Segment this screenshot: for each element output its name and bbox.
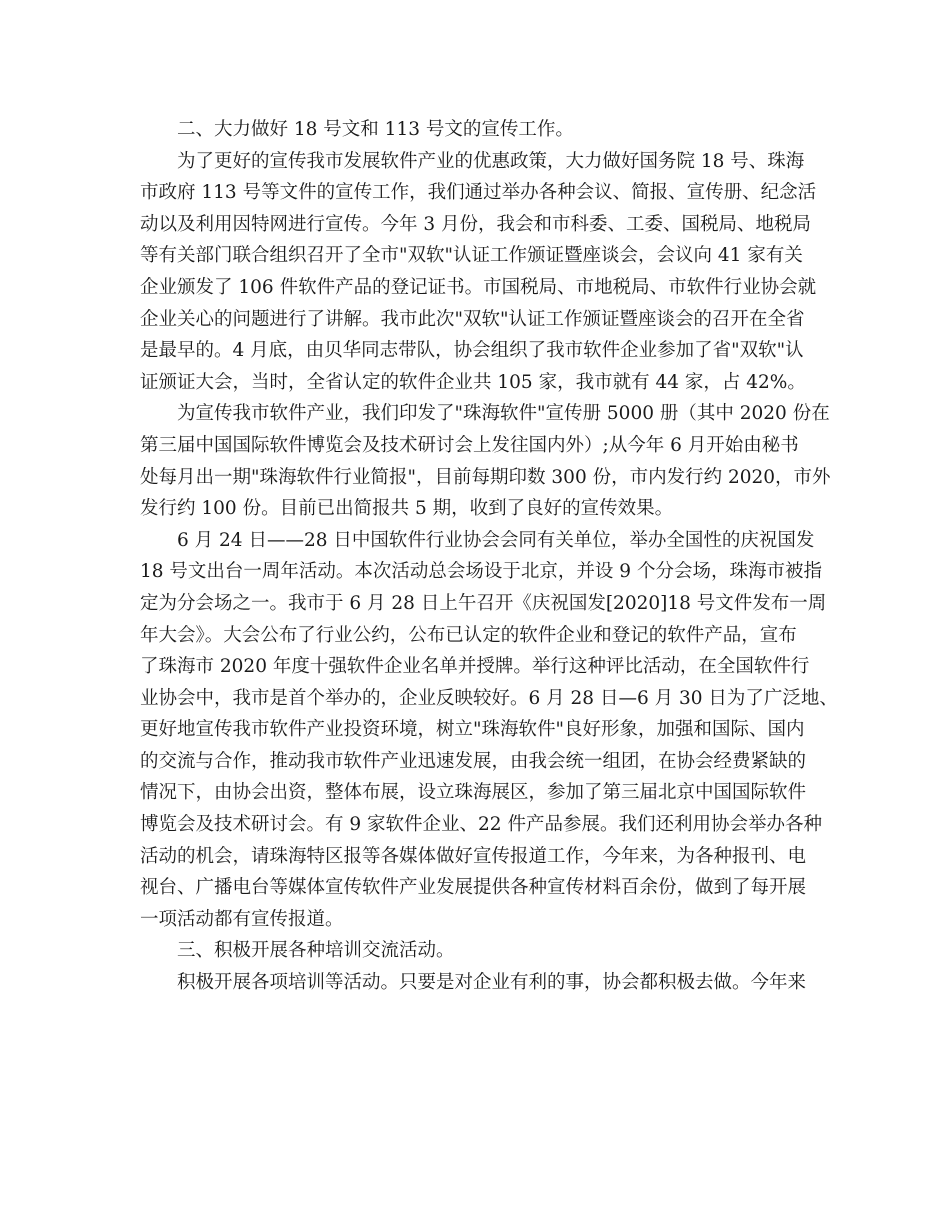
text-line: 更好地宣传我市软件产业投资环境，树立"珠海软件"良好形象，加强和国际、国内: [140, 719, 805, 741]
document-body: [140, 114, 838, 999]
text-line: 一项活动都有宣传报道。: [140, 908, 344, 930]
text-line: 动以及利用因特网进行宣传。今年 3 月份，我会和市科委、工委、国税局、地税局: [140, 213, 812, 235]
text-line: 6 月 24 日——28 日中国软件行业协会会同有关单位，举办全国性的庆祝国发: [177, 529, 815, 551]
text-line: 为了更好的宣传我市发展软件产业的优惠政策，大力做好国务院 18 号、珠海: [177, 150, 805, 172]
text-line: 年大会》。大会公布了行业公约，公布已认定的软件企业和登记的软件产品，宣布: [140, 624, 797, 646]
text-line: 为宣传我市软件产业，我们印发了"珠海软件"宣传册 5000 册（其中 2020 份在: [177, 403, 830, 425]
text-line: 博览会及技术研讨会。有 9 家软件企业、22 件产品参展。我们还利用协会举办各种: [140, 814, 822, 836]
paragraph: [140, 398, 831, 524]
text-line: 业协会中，我市是首个举办的，企业反映较好。6 月 28 日—6 月 30 日为了广泛地、: [140, 687, 838, 709]
text-line: 视台、广播电台等媒体宣传软件产业发展提供各种宣传材料百余份，做到了每开展: [140, 877, 807, 899]
text-line: 证颁证大会，当时，全省认定的软件企业共 105 家，我市就有 44 家，占 42%。: [140, 371, 806, 393]
text-line: 三、积极开展各种培训交流活动。: [177, 940, 455, 962]
text-line: 情况下，由协会出资，整体布展，设立珠海展区，参加了第三届北京中国国际软件: [140, 782, 807, 804]
section-heading: [140, 114, 825, 146]
text-line: 了珠海市 2020 年度十强软件企业名单并授牌。举行这种评比活动，在全国软件行: [140, 656, 810, 678]
paragraph: [140, 967, 825, 999]
section-heading: [140, 935, 825, 967]
text-line: 活动的机会，请珠海特区报等各媒体做好宣传报道工作，今年来，为各种报刊、电: [140, 845, 807, 867]
text-line: 二、大力做好 18 号文和 113 号文的宣传工作。: [177, 119, 574, 140]
text-line: 的交流与合作，推动我市软件产业迅速发展，由我会统一组团，在协会经费紧缺的: [140, 750, 807, 772]
text-line: 处每月出一期"珠海软件行业简报"，目前每期印数 300 份，市内发行约 2020，市外: [140, 466, 831, 488]
text-line: 定为分会场之一。我市于 6 月 28 日上午召开《庆祝国发[2020]18 号文件发布一周: [140, 592, 827, 614]
text-line: 市政府 113 号等文件的宣传工作，我们通过举办各种会议、简报、宣传册、纪念活: [140, 182, 817, 204]
text-line: 积极开展各项培训等活动。只要是对企业有利的事，协会都积极去做。今年来: [177, 972, 807, 994]
text-line: 企业关心的问题进行了讲解。我市此次"双软"认证工作颁证暨座谈会的召开在全省: [140, 308, 805, 330]
text-line: 等有关部门联合组织召开了全市"双软"认证工作颁证暨座谈会，会议向 41 家有关: [140, 245, 803, 267]
text-line: 企业颁发了 106 件软件产品的登记证书。市国税局、市地税局、市软件行业协会就: [140, 276, 817, 298]
paragraph: [140, 146, 825, 399]
text-line: 18 号文出台一周年活动。本次活动总会场设于北京，并设 9 个分会场，珠海市被指: [140, 561, 822, 583]
paragraph: [140, 525, 838, 936]
text-line: 是最早的。4 月底，由贝华同志带队，协会组织了我市软件企业参加了省"双软"认: [140, 340, 804, 362]
text-line: 第三届中国国际软件博览会及技术研讨会上发往国内外）;从今年 6 月开始由秘书: [140, 434, 799, 456]
text-line: 发行约 100 份。目前已出简报共 5 期，收到了良好的宣传效果。: [140, 498, 674, 520]
